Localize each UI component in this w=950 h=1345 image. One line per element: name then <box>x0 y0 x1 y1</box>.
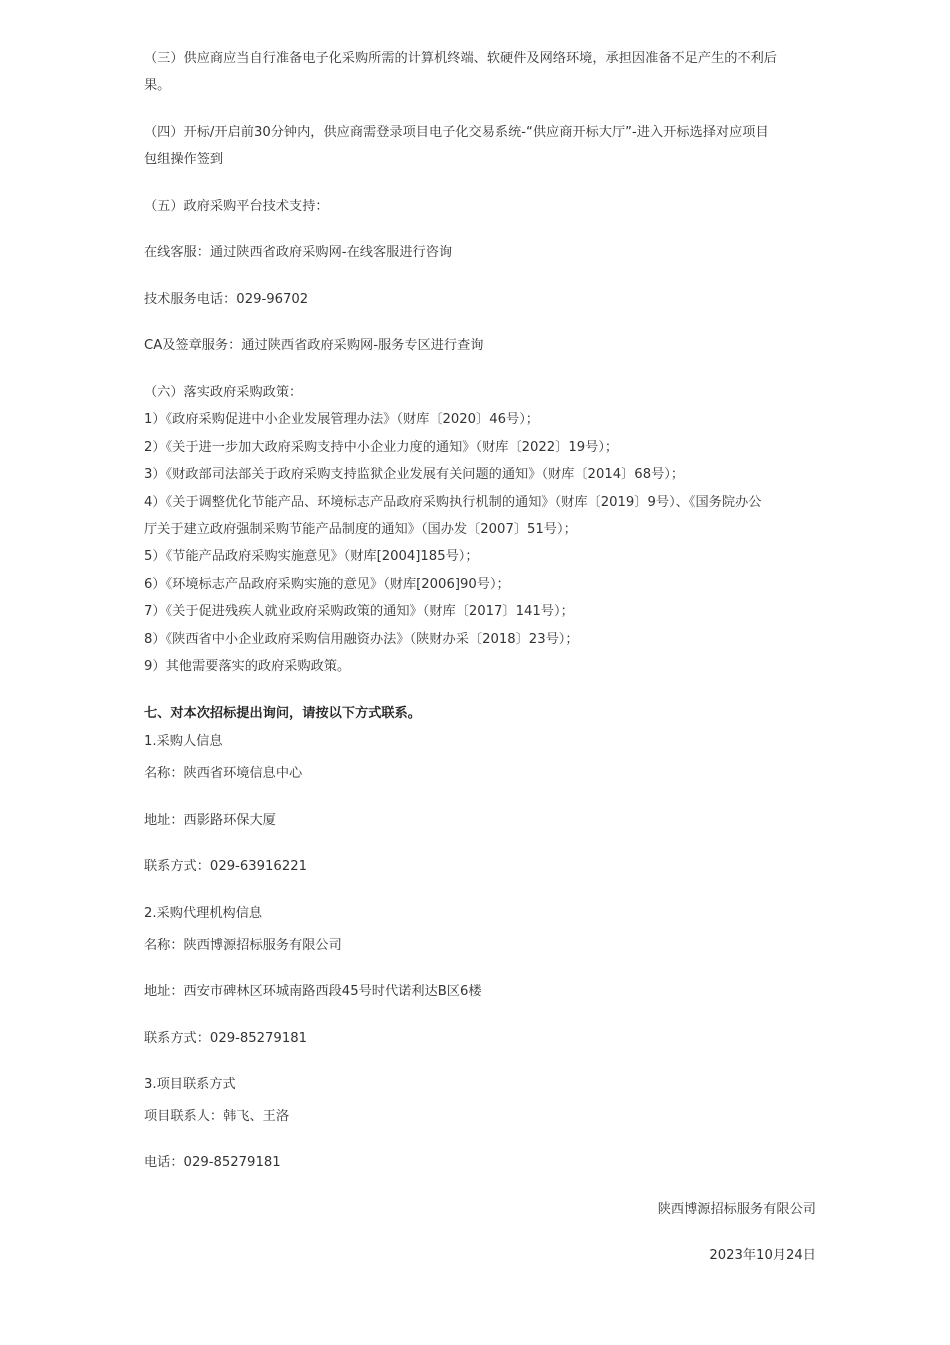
policy-item: 5）《节能产品政府采购实施意见》（财库[2004]185号）； <box>144 549 479 564</box>
sec3-line2: 果。 <box>144 78 171 93</box>
sec7-heading: 七、对本次招标提出询问，请按以下方式联系。 <box>144 706 421 721</box>
agency-name: 名称：陕西博源招标服务有限公司 <box>144 938 342 953</box>
buyer-info-title: 1.采购人信息 <box>144 734 223 749</box>
project-contact-person: 项目联系人：韩飞、王洛 <box>144 1109 290 1124</box>
policy-item: 2）《关于进一步加大政府采购支持中小企业力度的通知》（财库〔2022〕19号）； <box>144 440 619 455</box>
project-contact-title: 3.项目联系方式 <box>144 1077 236 1092</box>
policy-item: 7）《关于促进残疾人就业政府采购政策的通知》（财库〔2017〕141号）； <box>144 604 574 619</box>
sec4-line2: 包组操作签到 <box>144 152 224 167</box>
policy-item: 1）《政府采购促进中小企业发展管理办法》（财库〔2020〕46号）； <box>144 412 539 427</box>
agency-address: 地址：西安市碑林区环城南路西段45号时代诺利达B区6楼 <box>144 984 482 999</box>
signature-company: 陕西博源招标服务有限公司 <box>657 1202 816 1217</box>
agency-info-title: 2.采购代理机构信息 <box>144 906 263 921</box>
buyer-contact: 联系方式：029-63916221 <box>144 859 307 874</box>
sec5-title: （五）政府采购平台技术支持： <box>144 199 329 214</box>
policy-item: 3）《财政部司法部关于政府采购支持监狱企业发展有关问题的通知》（财库〔2014〕68号）； <box>144 467 685 482</box>
sec3-line1: （三）供应商应当自行准备电子化采购所需的计算机终端、软硬件及网络环境，承担因准备不足产生的不利后 <box>144 51 777 66</box>
buyer-name: 名称：陕西省环境信息中心 <box>144 766 303 781</box>
online-service-text: 在线客服：通过陕西省政府采购网-在线客服进行咨询 <box>144 245 453 260</box>
policy-item: 6）《环境标志产品政府采购实施的意见》（财库[2006]90号）； <box>144 577 510 592</box>
policy-item: 9）其他需要落实的政府采购政策。 <box>144 659 351 674</box>
policy-item: 4）《关于调整优化节能产品、环境标志产品政府采购执行机制的通知》（财库〔2019〕9号）、《国务院办公 <box>144 495 762 510</box>
sec6-title: （六）落实政府采购政策： <box>144 385 303 400</box>
tech-phone-text: 技术服务电话：029-96702 <box>144 292 309 307</box>
agency-contact: 联系方式：029-85279181 <box>144 1031 307 1046</box>
buyer-address: 地址：西影路环保大厦 <box>144 813 276 828</box>
policy-item: 8）《陕西省中小企业政府采购信用融资办法》（陕财办采〔2018〕23号）； <box>144 632 579 647</box>
project-phone: 电话：029-85279181 <box>144 1155 281 1170</box>
sec4-line1: （四）开标/开启前30分钟内，供应商需登录项目电子化交易系统-“供应商开标大厅”-进入开标选择对应项目 <box>144 125 769 140</box>
policy-item-continued: 厅关于建立政府强制采购节能产品制度的通知》（国办发〔2007〕51号）； <box>144 522 577 537</box>
signature-date: 2023年10月24日 <box>709 1248 816 1263</box>
ca-service-text: CA及签章服务：通过陕西省政府采购网-服务专区进行查询 <box>144 338 484 353</box>
